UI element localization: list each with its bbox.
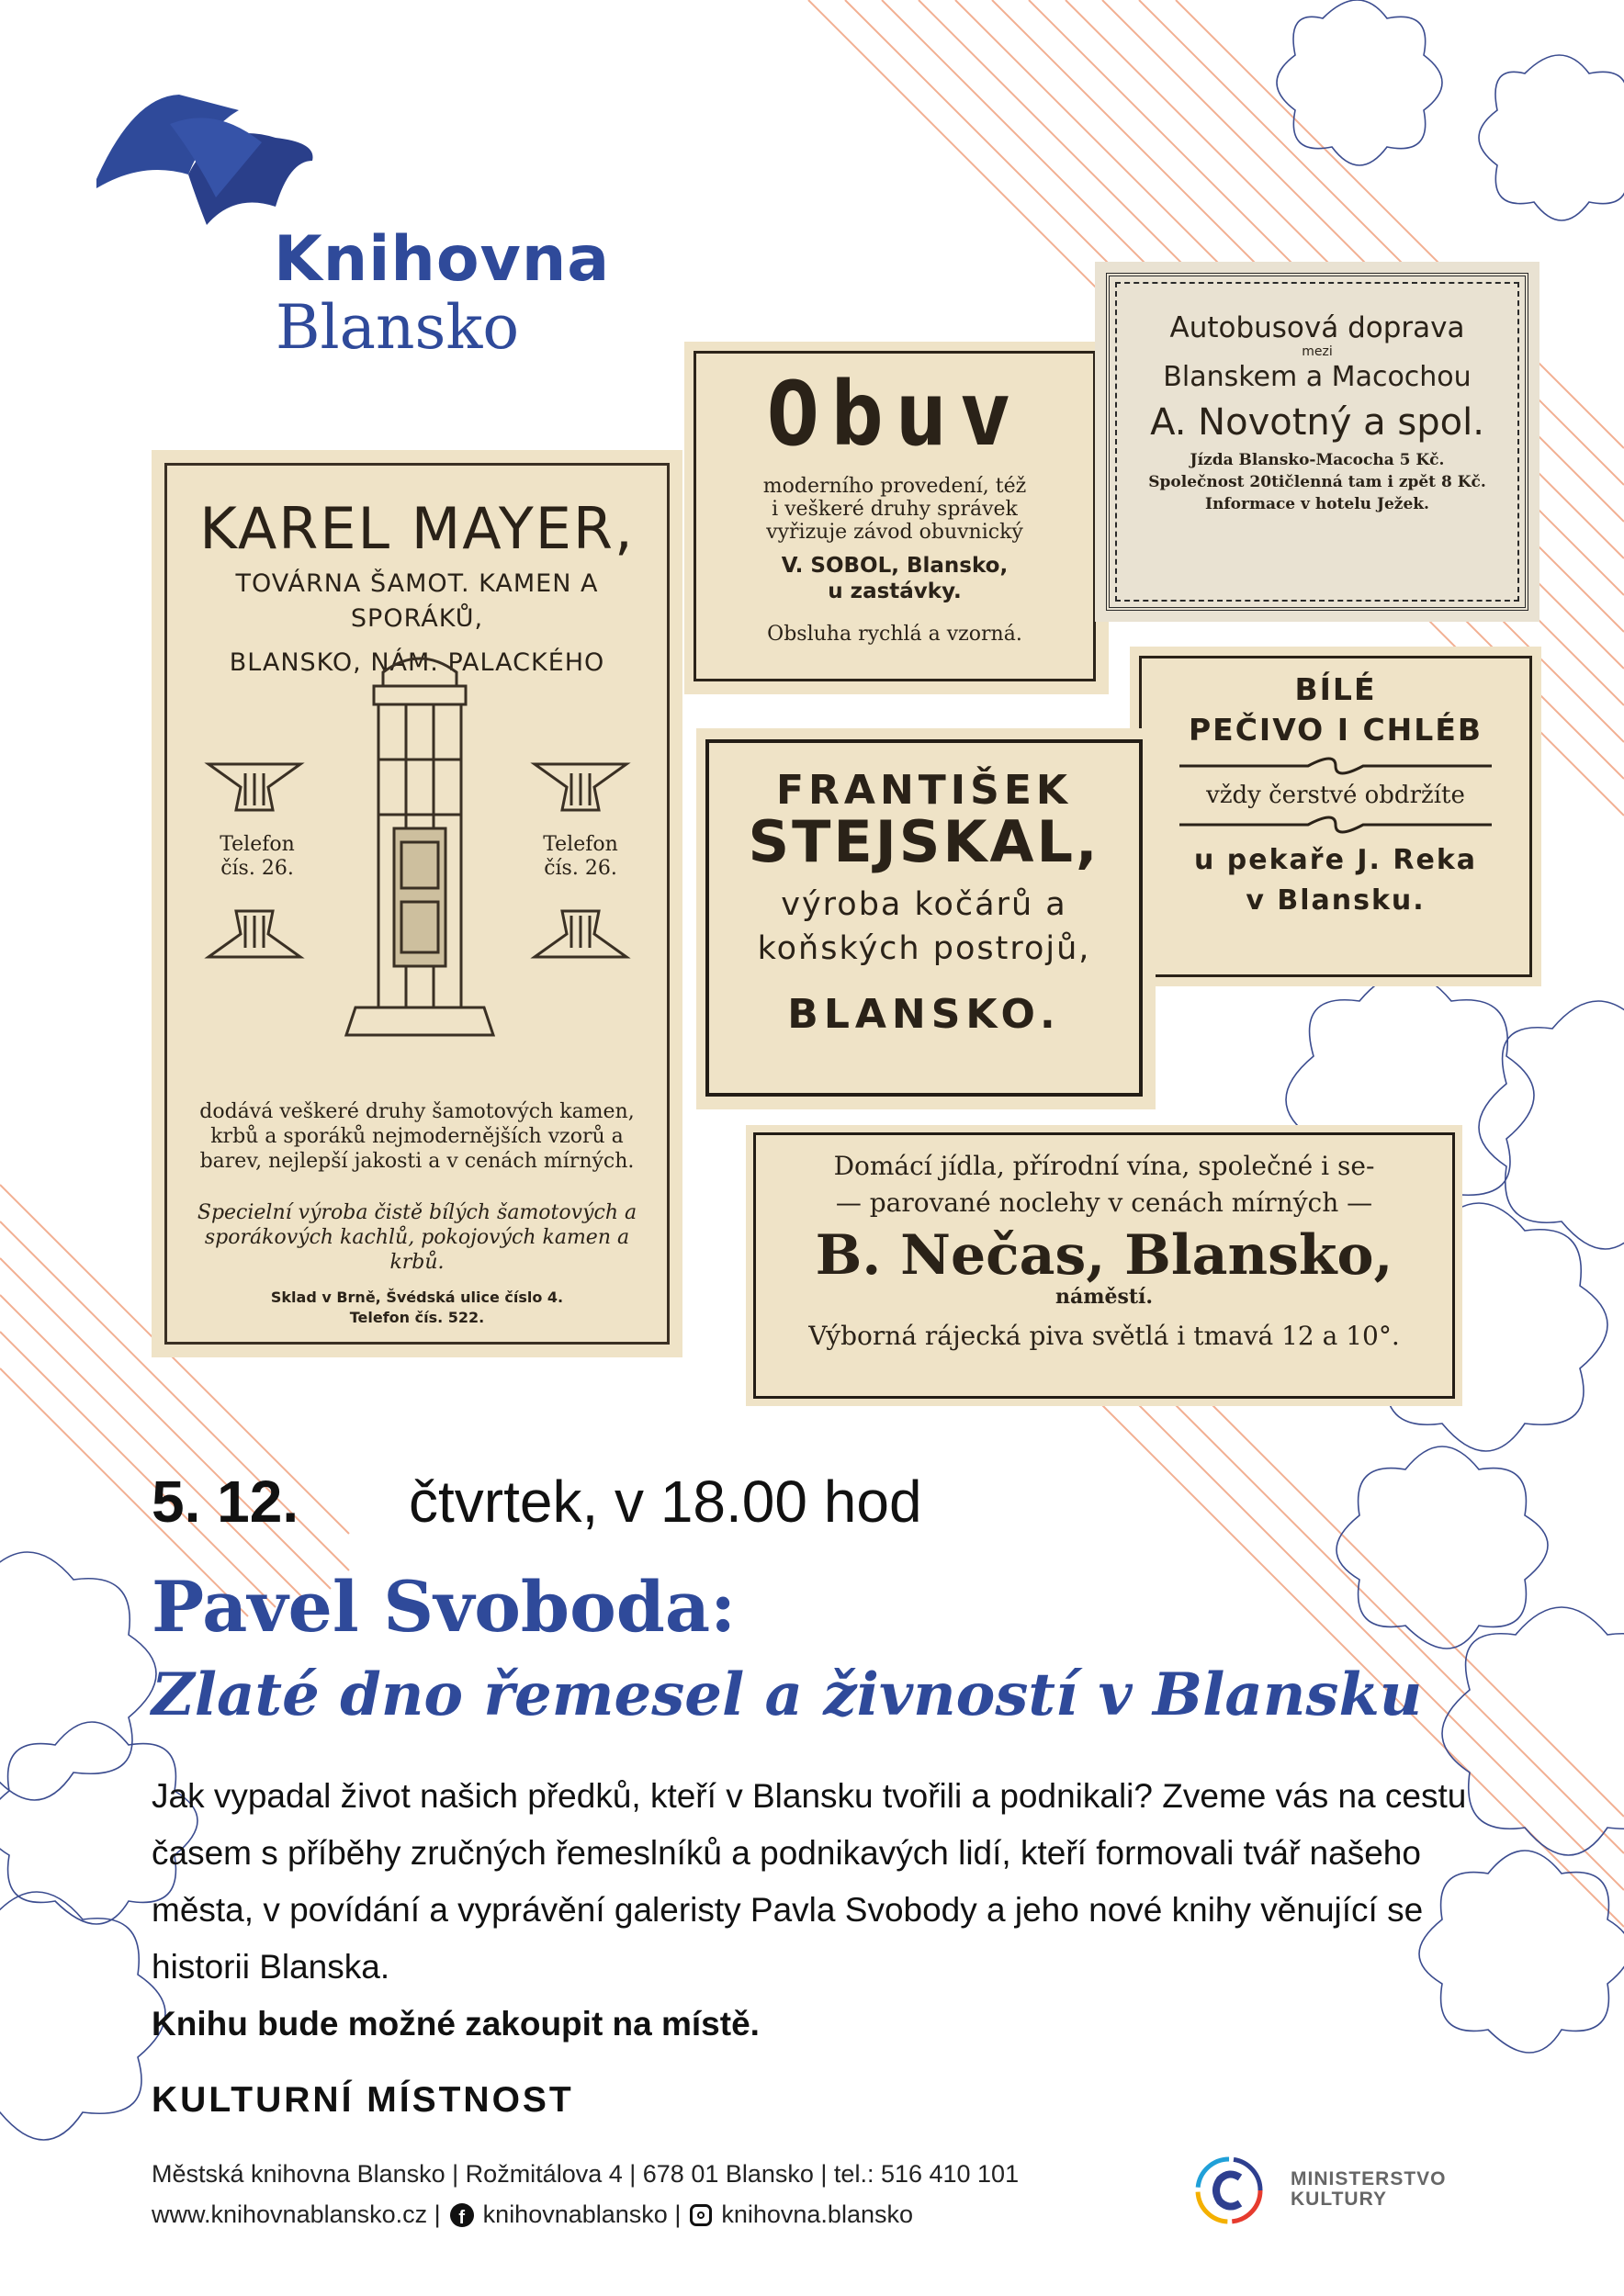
event-description-block [152,1768,1474,2053]
footer-web-link[interactable]: www.knihovnablansko.cz | [152,2200,441,2228]
ad-bile-line3: u pekaře J. Reka [1193,844,1478,876]
event-description: Jak vypadal život našich předků, kteří v Blansku tvořili a podnikali? Zveme vás na cestu časem s příběhy zručných řemeslníků a podnikavých lidí, kteří formovali tvář našeho města, v povídání a vyprávění galeristy Pavla Svobody a jeho nové knihy věnující se historii Blanska. [152,1777,1467,1986]
stove-illustration-icon [337,645,502,1040]
ad-necas [746,1125,1462,1406]
ad-bus-title: Autobusová doprava [1169,311,1465,344]
ad-necas-line3: Výborná rájecká piva světlá i tmavá 12 a 10°. [808,1321,1400,1351]
ad-necas-line1: Domácí jídla, přírodní vína, společné i se- [833,1151,1375,1181]
footer-facebook-link[interactable]: knihovnablansko | [482,2200,682,2228]
ad-mayer-tel-left: Telefon čís. 26. [220,833,295,880]
ad-obuv [684,342,1109,694]
logo-wordmark-line1: Knihovna [274,223,611,296]
ad-mayer-small: Sklad v Brně, Švédská ulice číslo 4. Telefon čís. 522. [270,1289,564,1326]
ministry-of-culture-logo-icon [1192,2154,1266,2227]
ad-necas-name: B. Nečas, Blansko, [815,1223,1393,1288]
event-book-note: Knihu bude možné zakoupit na místě. [152,2005,760,2043]
ad-bile-pecivo [1130,647,1541,986]
ad-mayer-text2: Specielní výroba čistě bílých šamotových a sporákových kachlů, pokojových kamen a krbů. [197,1201,637,1274]
ad-mayer-sub1: TOVÁRNA ŠAMOT. KAMEN A SPORÁKŮ, [235,569,599,633]
ornament-icon [530,760,631,815]
ministry-name [1291,2169,1447,2210]
event-venue: KULTURNÍ MÍSTNOST [152,2080,574,2120]
footer-links [152,2200,913,2229]
facebook-icon: f [450,2203,474,2227]
ad-bus-mezi: mezi [1302,344,1333,359]
ad-necas-square: náměstí. [1054,1285,1154,1309]
ad-bile-line4: v Blansku. [1246,884,1426,917]
ad-bile-sub: vždy čerstvé obdržíte [1206,782,1465,809]
event-date: 5. 12. [152,1469,299,1535]
event-title: Pavel Svoboda: [152,1566,737,1648]
instagram-icon [690,2204,712,2226]
ornament-icon [204,906,305,962]
ad-autobus [1095,262,1539,622]
footer-instagram-link[interactable]: knihovna.blansko [721,2200,913,2228]
ad-obuv-footer: Obsluha rychlá a vzorná. [767,623,1022,646]
ad-obuv-title: Obuv [766,363,1023,466]
ad-bus-company: A. Novotný a spol. [1150,401,1484,444]
ad-mayer-name: KAREL MAYER, [199,495,635,562]
ornament-icon [530,906,631,962]
footer-address: Městská knihovna Blansko | Rožmitálova 4 | 678 01 Blansko | tel.: 516 410 101 [152,2160,1020,2188]
ad-bile-line1: BÍLÉ [1294,671,1377,707]
ornament-line-icon [1179,756,1492,776]
ministry-line2: KULTURY [1291,2189,1387,2210]
ad-stej-firstname: FRANTIŠEK [775,767,1073,814]
ad-stej-text: výroba kočárů a koňských postrojů, [757,886,1091,968]
ad-obuv-bold: V. SOBOL, Blansko, u zastávky. [781,554,1009,603]
ad-obuv-text: moderního provedení, též i veškeré druhy správek vyřizuje závod obuvnický [762,475,1027,544]
event-time: čtvrtek, v 18.00 hod [409,1469,922,1535]
event-subtitle: Zlaté dno řemesel a živností v Blansku [152,1660,1423,1729]
library-logo-icon [78,87,326,243]
ornament-icon [204,760,305,815]
ad-stej-surname: STEJSKAL, [748,808,1100,875]
ad-bus-details: Jízda Blansko-Macocha 5 Kč. Společnost 20tičlenná tam i zpět 8 Kč. Informace v hotelu Ježek. [1148,451,1486,513]
ad-mayer-tel-right: Telefon čís. 26. [543,833,618,880]
ministry-line1: MINISTERSTVO [1291,2168,1447,2189]
ad-karel-mayer [152,450,682,1357]
ad-mayer-text1: dodává veškeré druhy šamotových kamen, krbů a sporáků nejmodernějších vzorů a barev, nejlepší jakosti a v cenách mírných. [199,1100,635,1173]
ad-stejskal [696,728,1156,1109]
ad-mayer-sub2: BLANSKO, NÁM. PALACKÉHO [229,648,605,677]
ad-necas-line2: — parované noclehy v cenách mírných — [835,1187,1373,1218]
ad-bus-route: Blanskem a Macochou [1163,361,1472,393]
ad-bile-line2: PEČIVO I CHLÉB [1188,712,1483,748]
ad-stej-city: BLANSKO. [787,991,1061,1039]
ornament-line-icon [1179,815,1492,835]
logo-wordmark-line2: Blansko [276,292,520,363]
